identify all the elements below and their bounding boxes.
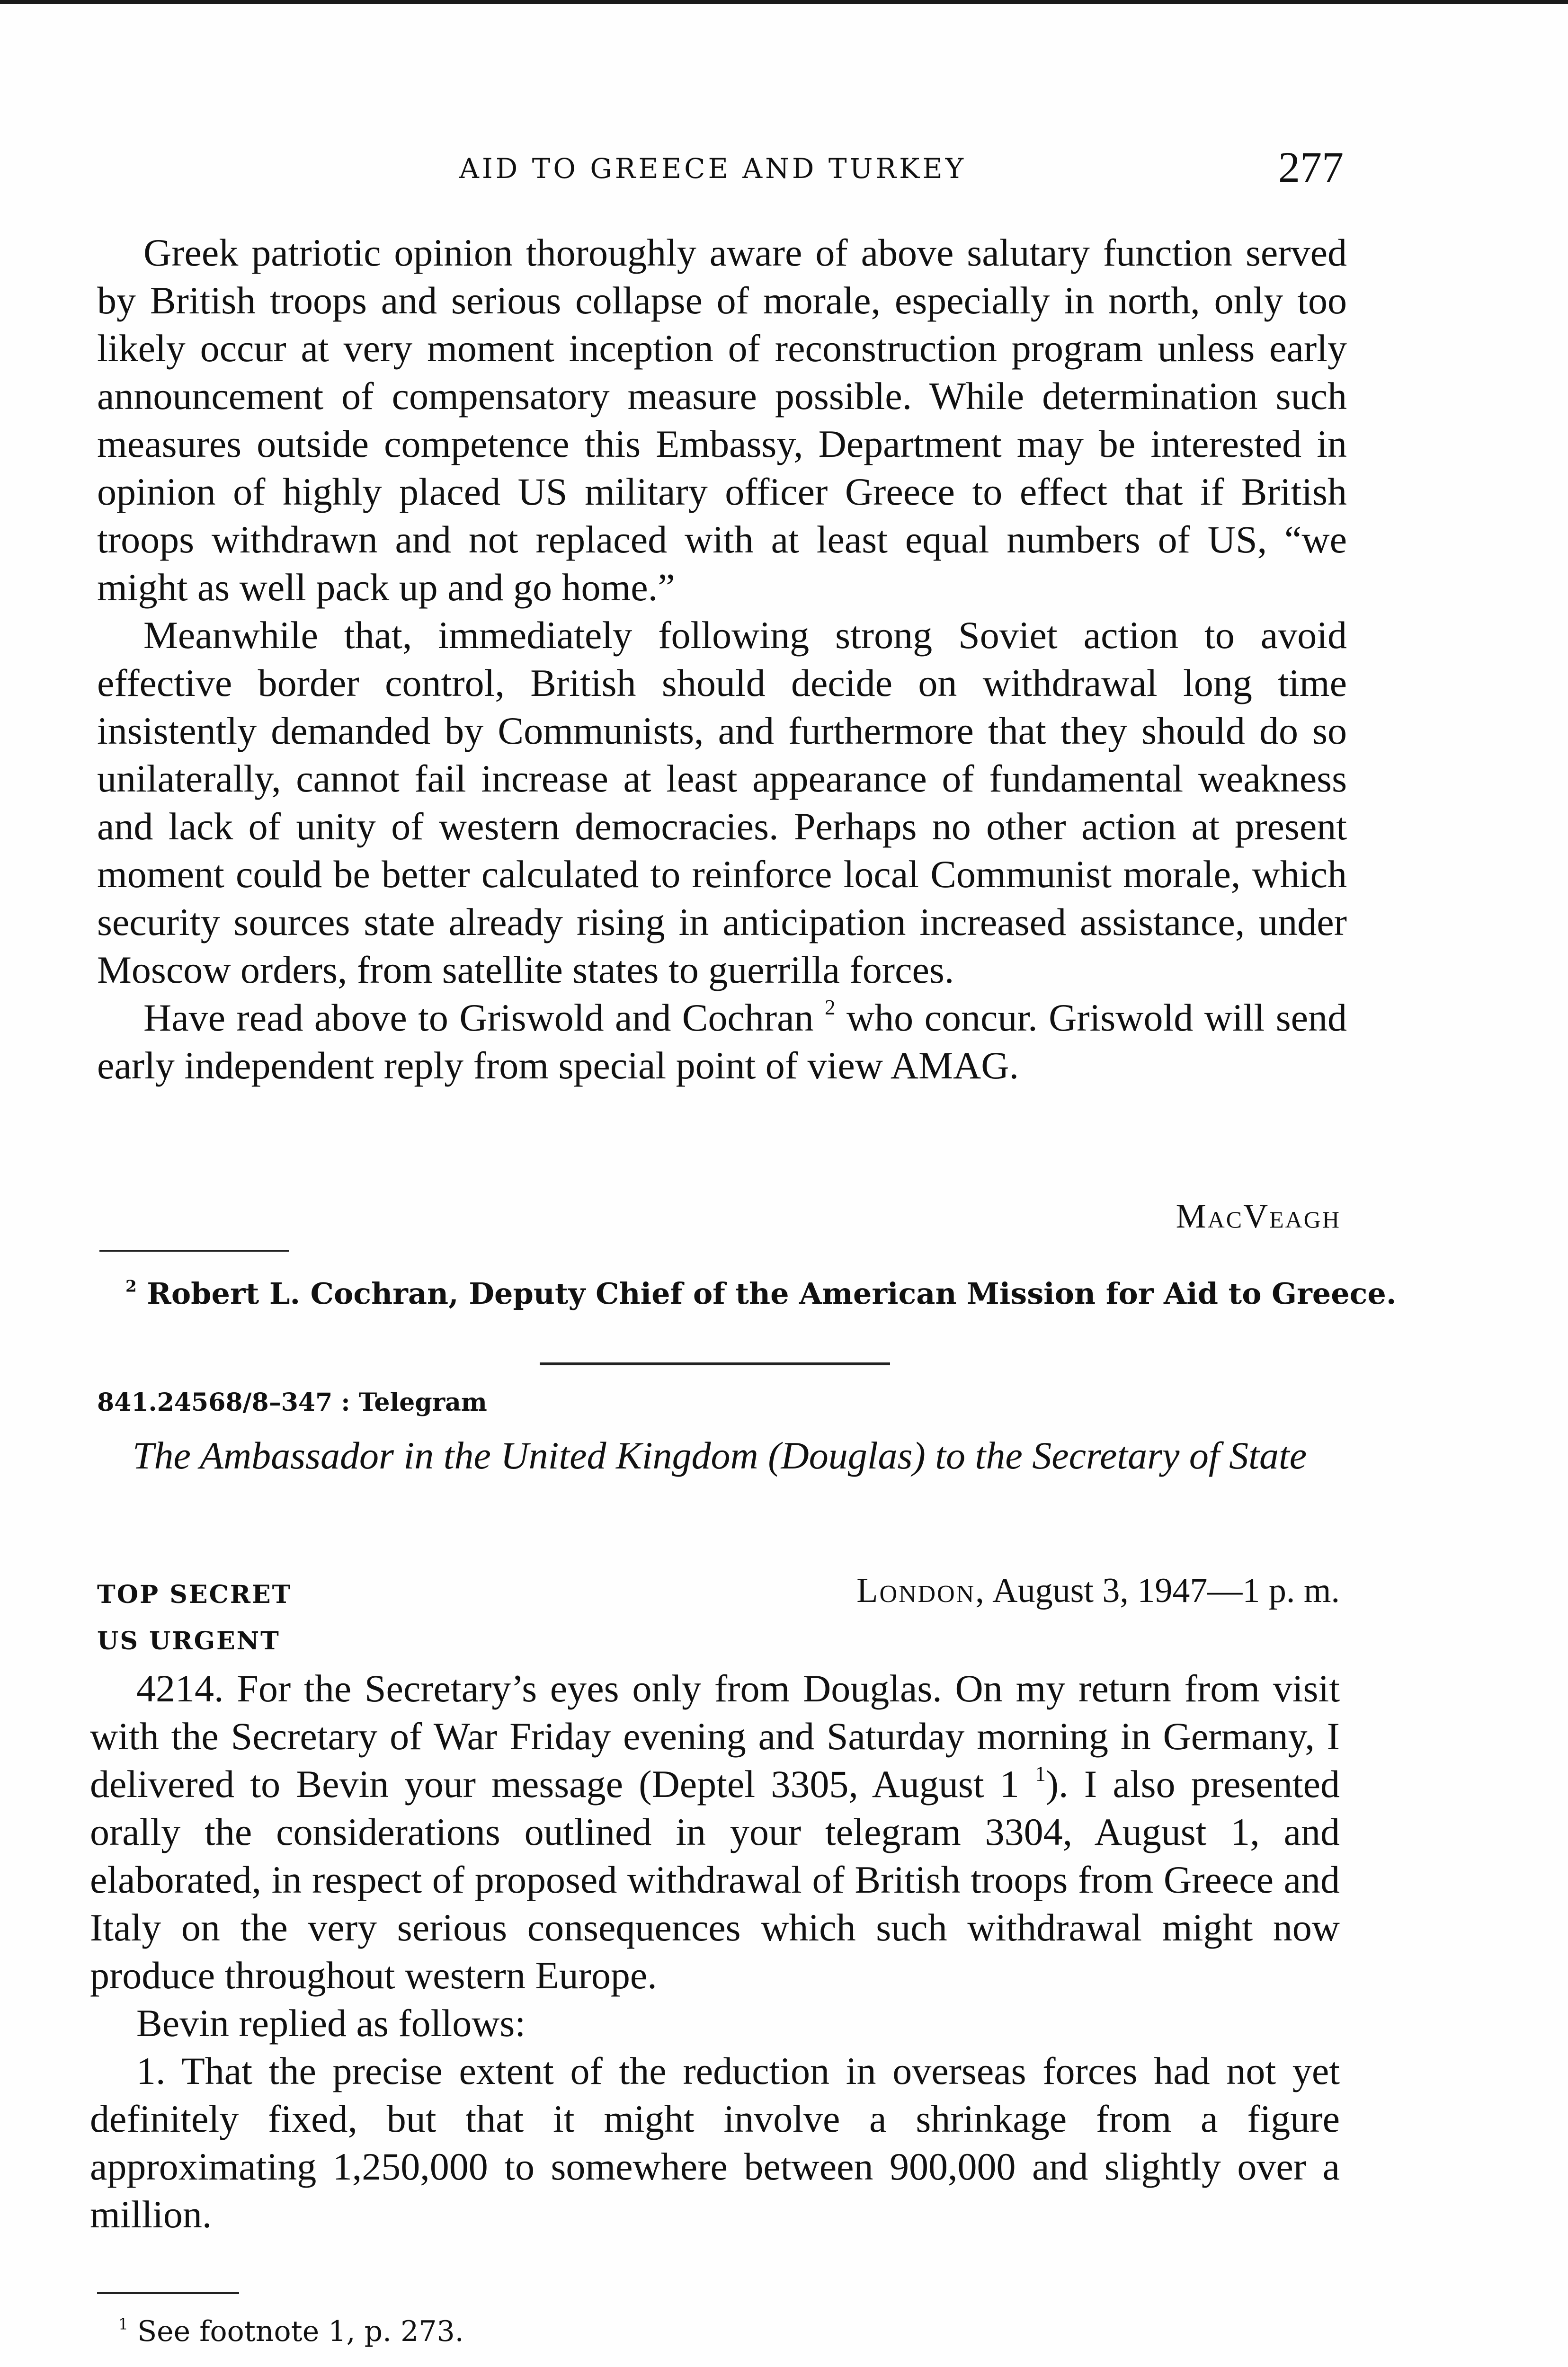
paragraph-bevin-replied: Bevin replied as follows: [136, 2002, 526, 2045]
classification-top-secret: TOP SECRET [97, 1580, 292, 1609]
classification-us-urgent: US URGENT [97, 1627, 280, 1655]
signature-macveagh: MacVeagh [1176, 1197, 1341, 1235]
paragraph-greek-opinion: Greek patriotic opinion thoroughly aware of above salutary function served by British troops and serious collapse of morale, especially in north, only too likely occur at very moment inception of reconstruction program unless early announcement of compensatory measure possible. While determination such measures outside competence this Embassy, Department may be interested in opinion of highly placed US military officer Greece to effect that if British troops withdrawn and not replaced with at least equal numbers of US, “we might as well pack up and go home.” [97, 231, 1347, 609]
dateline [734, 1571, 1340, 1611]
footnote-mark: 2 [825, 996, 836, 1020]
footnote-divider [99, 1250, 289, 1252]
footnote-text: Robert L. Cochran, Deputy Chief of the American Mission for Aid to Greece. [136, 1276, 1397, 1311]
paragraph-text: ). I also presented orally the considerations outlined in your telegram 3304, August 1, and elaborated, in respect of proposed withdrawal of British troops from Greece and Italy on the very serious consequences which such withdrawal might now produce throughout western Europe. [90, 1762, 1340, 1997]
dateline-place: London, [856, 1571, 986, 1610]
footnote-mark: 1 [1035, 1762, 1046, 1786]
paragraph-have-read [97, 994, 1347, 1089]
body-text-bottom [90, 1664, 1340, 2238]
dateline-date: August 3, 1947—1 p. m. [985, 1571, 1340, 1610]
section-divider [540, 1362, 890, 1365]
footnote-divider [97, 2292, 239, 2294]
paragraph-text: 4214. For the Secretary’s eyes only from Douglas. On my return from visit with the Secretary of War Friday evening and Saturday morning in Germany, I delivered to Bevin your message (Deptel 3305, August 1 [90, 1667, 1340, 1806]
paragraph-point-1: 1. That the precise extent of the reduction in overseas forces had not yet definitely fixed, but that it might involve a shrinkage from a figure approximating 1,250,000 to somewhere between 900,000 and slightly over a million. [90, 2049, 1340, 2236]
footnote-cochran [125, 1275, 1396, 1313]
paragraph-meanwhile: Meanwhile that, immediately following strong Soviet action to avoid effective border control, British should decide on withdrawal long time insistently demanded by Communists, and furthermore that they should do so unilaterally, cannot fail increase at least appearance of fundamental weakness and lack of unity of western democracies. Perhaps no other action at present moment could be better calculated to reinforce local Communist morale, which security sources state already rising in anticipation increased assistance, under Moscow orders, from satellite states to guerrilla forces. [97, 614, 1347, 991]
footnote-mark: 2 [125, 1277, 137, 1296]
paragraph-text: Have read above to Griswold and Cochran [143, 996, 814, 1039]
paragraph-4214 [90, 1664, 1340, 1999]
document-reference: 841.24568/8–347 : Telegram [97, 1388, 487, 1417]
top-border-rule [0, 0, 1568, 4]
footnote-mark: 1 [118, 2314, 128, 2333]
footnote-text: See footnote 1, p. 273. [128, 2315, 464, 2348]
body-text-top [97, 229, 1347, 1089]
footnote-see-273 [118, 2313, 464, 2350]
paragraph-text: who concur. Griswold will send early independent reply from special point of view AMAG. [97, 996, 1347, 1087]
page-number: 277 [1278, 143, 1344, 191]
running-head: AID TO GREECE AND TURKEY [459, 152, 967, 185]
document-title: The Ambassador in the United Kingdom (Douglas) to the Secretary of State [132, 1434, 1307, 1477]
